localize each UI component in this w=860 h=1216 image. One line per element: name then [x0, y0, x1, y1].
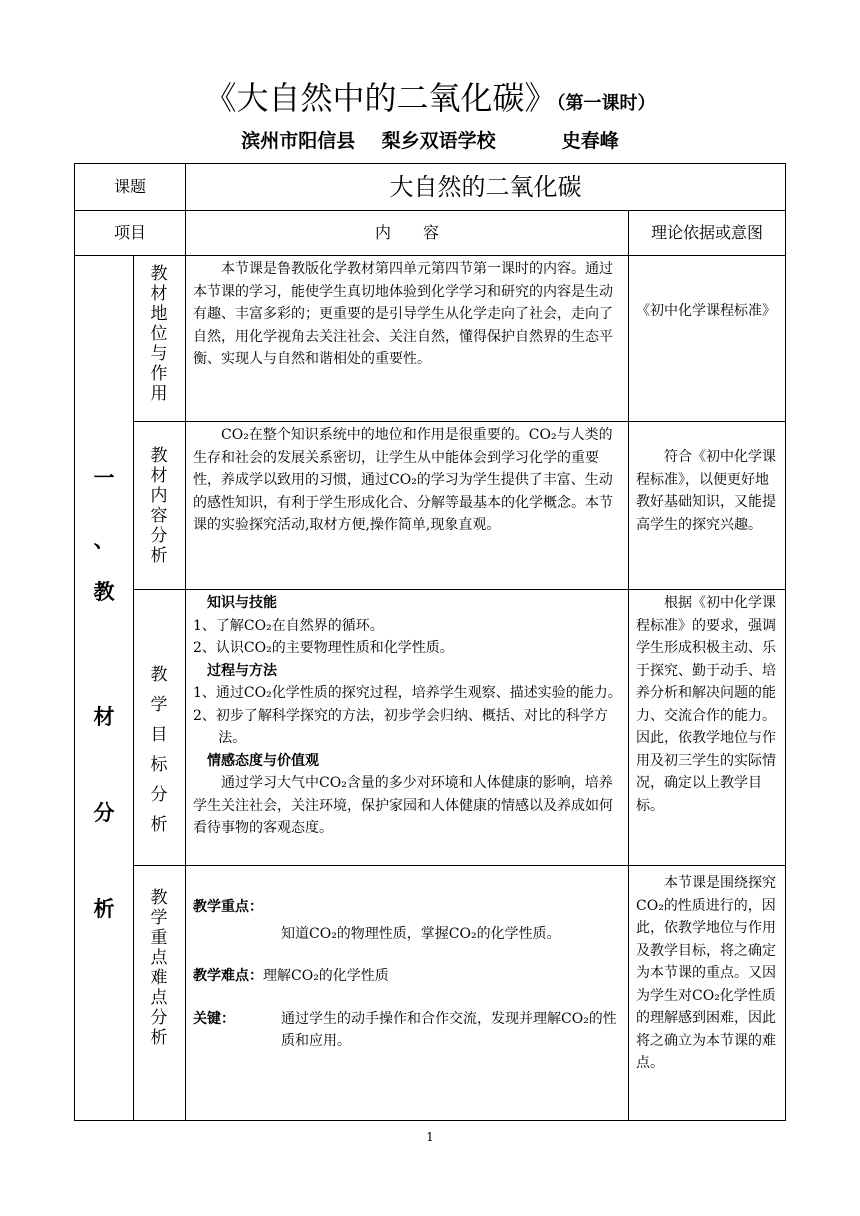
- row4-content: [193, 896, 623, 1053]
- header-item: 项目: [113, 222, 146, 242]
- topic-value: 大自然的二氧化碳: [389, 172, 582, 201]
- author-line: 滨州市阳信县 梨乡双语学校 史春峰: [241, 130, 619, 152]
- row2-content: CO₂在整个知识系统中的地位和作用是很重要的。CO₂与人类的生存和社会的发展关系密切，让学生从中能体会到学习化学的重要性，养成学以致用的习惯，通过CO₂的学习为学生提供了丰富、生动的感性知识，有利于学生形成化合、分解等最基本的化学概念。本节课的实验探究活动,取材方便,操作简单,现象直观。: [193, 427, 613, 533]
- goal-knowledge-1: 1、了解CO₂在自然界的循环。: [193, 617, 384, 634]
- goal-knowledge-2: 2、认识CO₂的主要物理性质和化学性质。: [193, 640, 454, 656]
- row3-label: 教 学 目 标 分 析: [150, 665, 168, 835]
- crux-text: 通过学生的动手操作和合作交流，发现并理解CO₂的性质和应用。: [281, 1010, 617, 1049]
- row1-content: 本节课是鲁教版化学教材第四单元第四节第一课时的内容。通过本节课的学习，能使学生真切地体验到化学学习和研究的内容是生动有趣、丰富多彩的；更重要的是引导学生从化学走向了社会，走向了自然，用化学视角去关注社会、关注自然，懂得保护自然界的生态平衡、实现人与自然和谐相处的重要性。: [193, 261, 613, 367]
- topic-label: 课题: [113, 176, 146, 196]
- crux-label: 关键：: [193, 1010, 235, 1027]
- row2-basis: 符合《初中化学课程标准》，以便更好地教好基础知识，又能提高学生的探究兴趣。: [636, 449, 776, 533]
- goal-heading-knowledge: 知识与技能: [207, 595, 277, 611]
- goal-process-1: 1、通过CO₂化学性质的探究过程，培养学生观察、描述实验的能力。: [193, 685, 622, 701]
- page-number: 1: [426, 1130, 434, 1144]
- row1-label: 教 材 地 位 与 作 用: [150, 264, 168, 404]
- row2-label: 教 材 内 容 分 析: [150, 446, 168, 566]
- key-point-label: 教学重点：: [193, 899, 263, 915]
- row4-label: 教 学 重 点 难 点 分 析: [150, 888, 168, 1048]
- row4-basis: 本节课是围绕探究CO₂的性质进行的，因此，依教学地位与作用及教学目标，将之确定为本节课的重点。又因为学生对CO₂化学性质的理解感到困难，因此将之确立为本节课的难点。: [636, 875, 776, 1071]
- key-point-text: 知道CO₂的物理性质，掌握CO₂的化学性质。: [281, 925, 561, 942]
- goal-process-2: 2、初步了解科学探究的方法，初步学会归纳、概括、对比的科学方法。: [193, 707, 608, 746]
- title-main: 《大自然中的二氧化碳》: [204, 79, 557, 117]
- row3-content: [193, 592, 623, 840]
- header-content: 内 容: [374, 222, 439, 242]
- goal-heading-emotion: 情感态度与价值观: [207, 752, 319, 769]
- header-basis: 理论依据或意图: [650, 222, 763, 242]
- goal-heading-process: 过程与方法: [207, 662, 277, 679]
- document-title: [0, 78, 860, 124]
- goal-emotion-1: 通过学习大气中CO₂含量的多少对环境和人体健康的影响，培养学生关注社会，关注环境，保护家园和人体健康的情感以及养成如何看待事物的客观态度。: [193, 775, 613, 836]
- difficulty-text: 理解CO₂的化学性质: [263, 968, 389, 984]
- section-label: 一 、 教 材 分 析: [93, 466, 115, 921]
- row1-basis: 《初中化学课程标准》: [636, 303, 776, 319]
- row3-basis: 根据《初中化学课程标准》的要求，强调学生形成积极主动、乐于探究、勤于动手、培养分析和解决问题的能力、交流合作的能力。因此，依教学地位与作用及初三学生的实际情况，确定以上教学目标。: [636, 595, 776, 814]
- difficulty-label: 教学难点：: [193, 968, 263, 984]
- title-sub: （第一课时）: [556, 93, 656, 114]
